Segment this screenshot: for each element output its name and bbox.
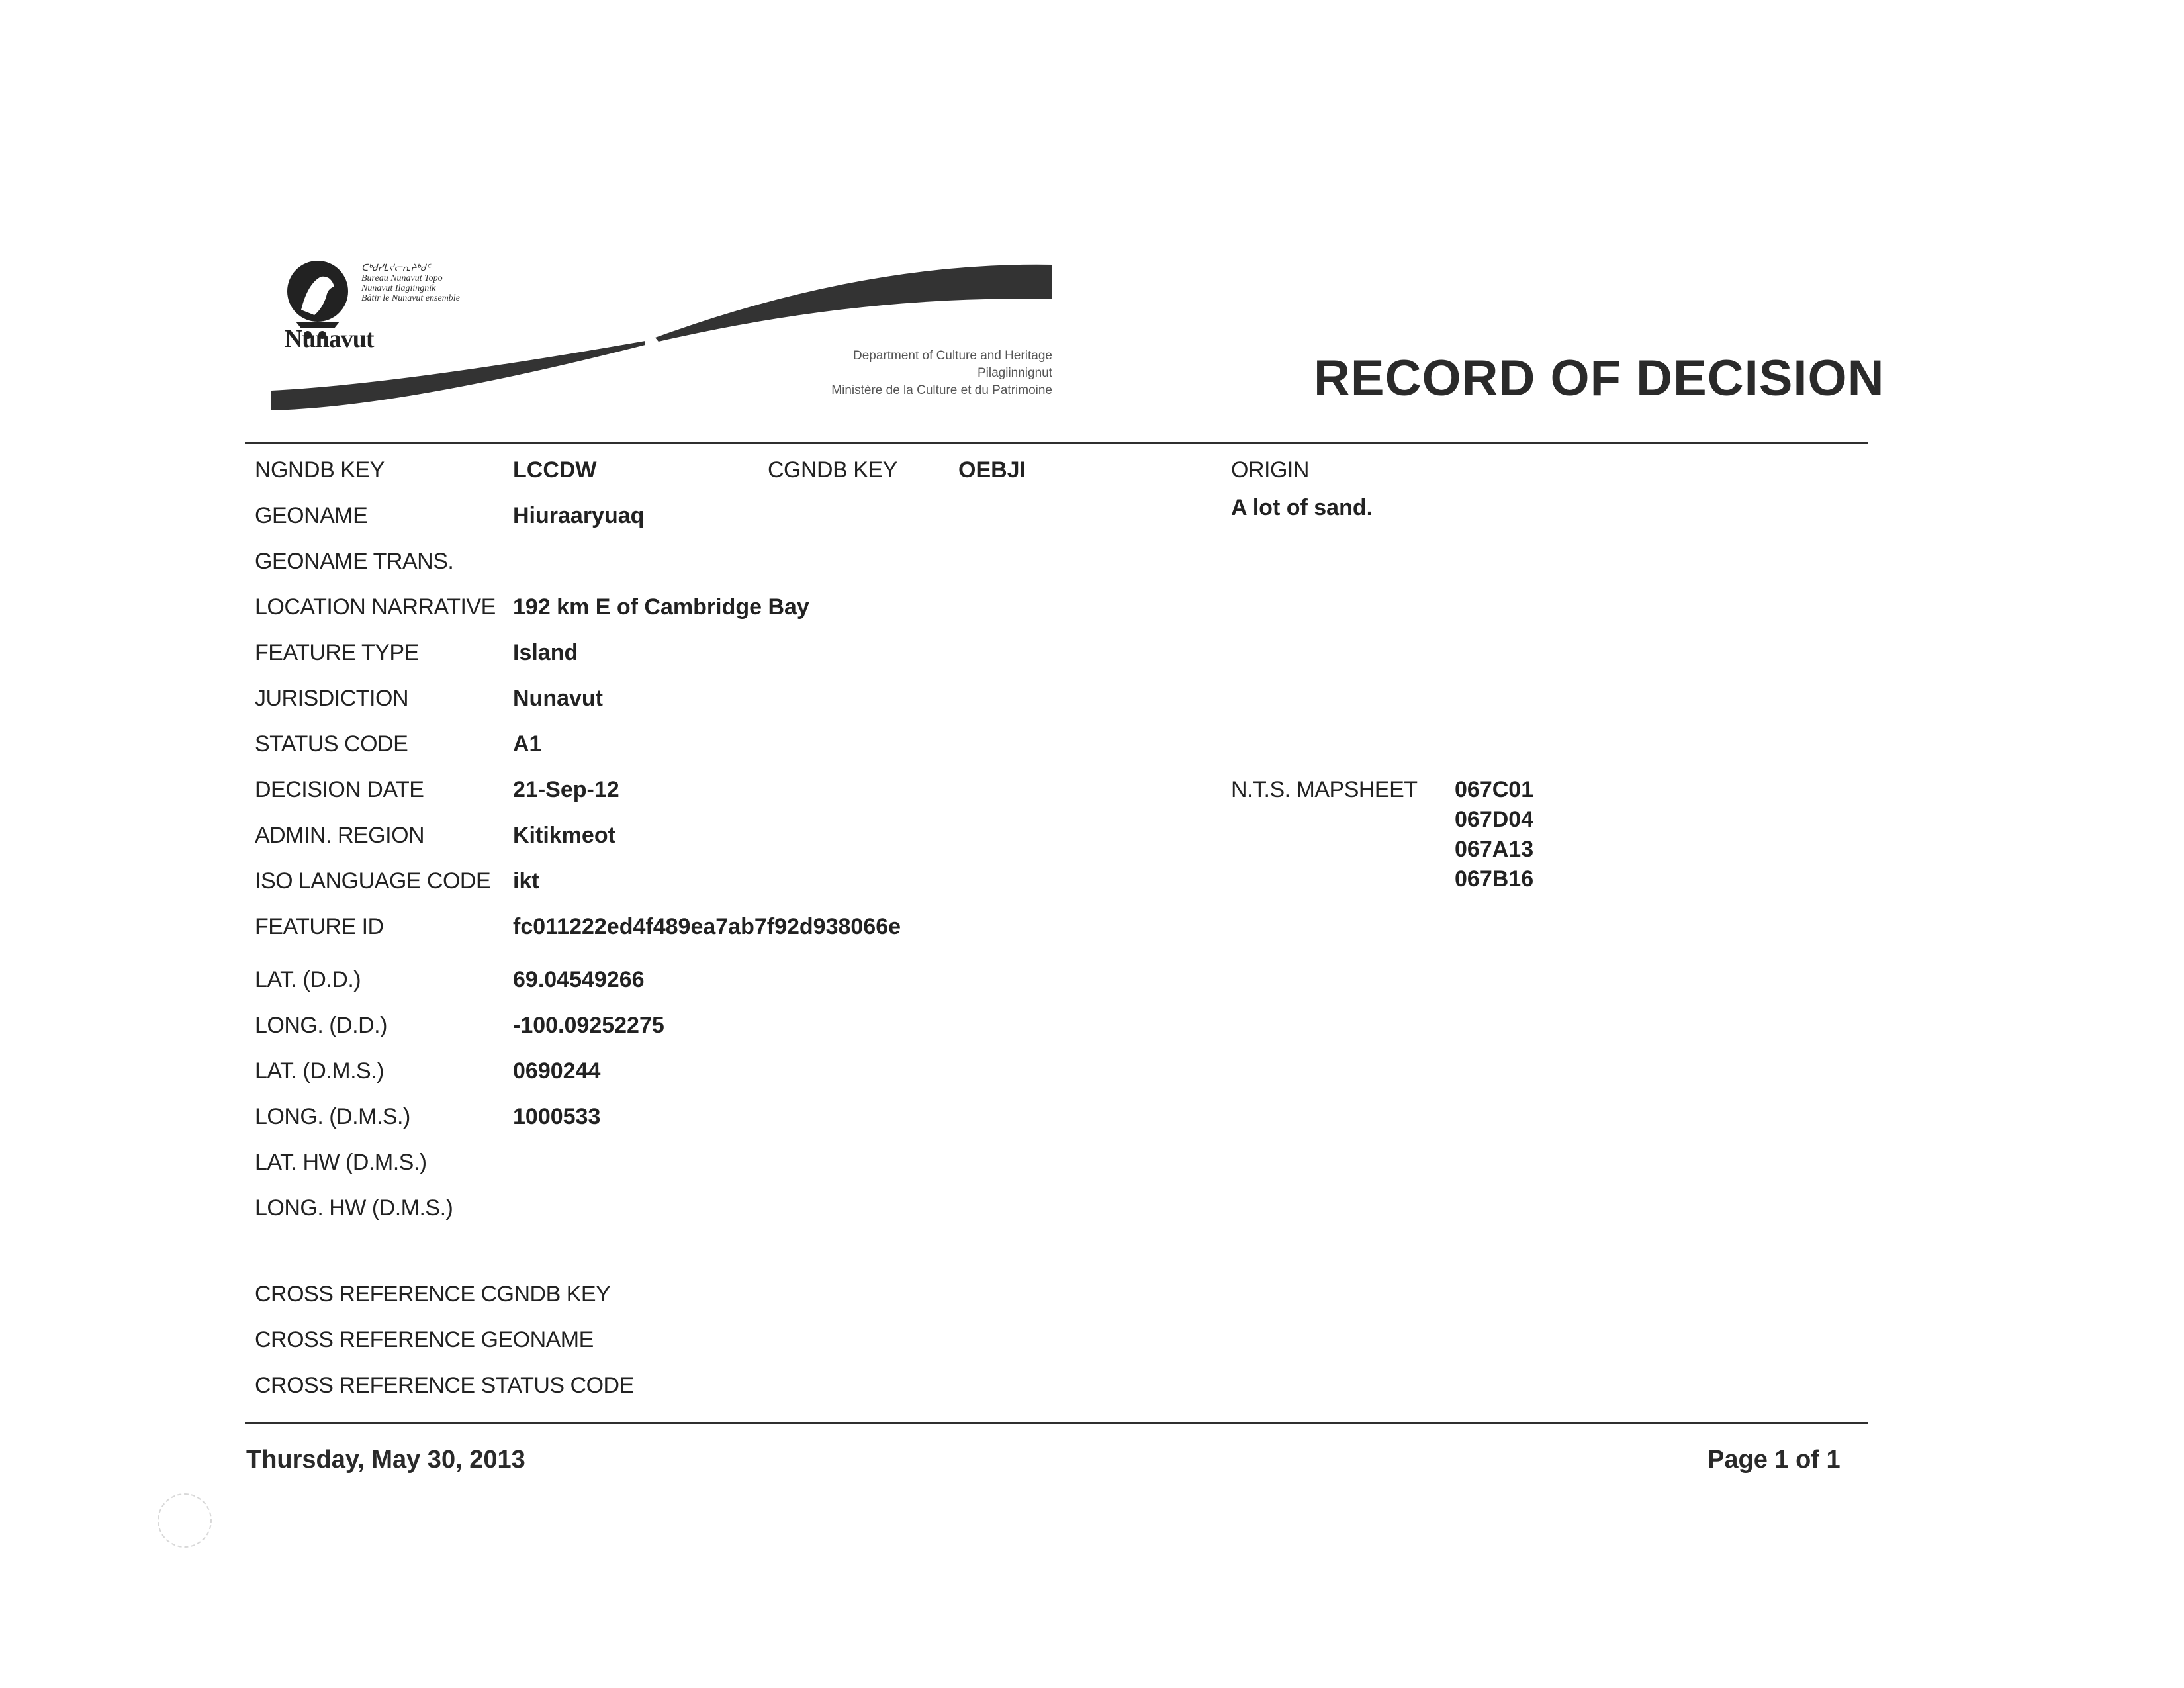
field-label-origin: ORIGIN (1231, 457, 1309, 483)
logo-line: ᑕᒃᑯᓯᒪᔪᓕᕆᔨᒃᑯᑦ (361, 263, 430, 273)
field-label-geoname-trans: GEONAME TRANS. (255, 549, 454, 574)
field-value-ngndb-key: LCCDW (513, 457, 597, 483)
field-label-iso-language-code: ISO LANGUAGE CODE (255, 868, 491, 894)
field-label-geoname: GEONAME (255, 503, 368, 528)
field-label-ngndb-key: NGNDB KEY (255, 457, 385, 483)
footer-divider (245, 1422, 1868, 1424)
field-label-decision-date: DECISION DATE (255, 777, 424, 802)
field-value-cgndb-key: OEBJI (958, 457, 1026, 483)
field-label-long-hw-dms: LONG. HW (D.M.S.) (255, 1196, 453, 1221)
field-value-jurisdiction: Nunavut (513, 686, 603, 711)
field-label-location-narrative: LOCATION NARRATIVE (255, 594, 496, 620)
field-label-lat-hw-dms: LAT. HW (D.M.S.) (255, 1150, 427, 1175)
field-value-decision-date: 21-Sep-12 (513, 777, 619, 802)
logo-line: Bureau Nunavut Topo (361, 273, 443, 283)
header-divider (245, 442, 1868, 444)
footer-page-number: Page 1 of 1 (1707, 1446, 1841, 1474)
department-name (715, 348, 1052, 399)
department-line: Department of Culture and Heritage (853, 349, 1052, 363)
field-value-origin: A lot of sand. (1231, 495, 1373, 520)
field-label-feature-type: FEATURE TYPE (255, 640, 419, 665)
field-label-lat-dd: LAT. (D.D.) (255, 967, 361, 992)
field-value-iso-language-code: ikt (513, 868, 539, 894)
field-label-nts-mapsheet: N.T.S. MAPSHEET (1231, 777, 1418, 802)
field-label-lat-dms: LAT. (D.M.S.) (255, 1058, 384, 1084)
punch-hole-mark (158, 1493, 212, 1548)
field-label-jurisdiction: JURISDICTION (255, 686, 408, 711)
field-value-feature-type: Island (513, 640, 578, 665)
field-value-admin-region: Kitikmeot (513, 823, 615, 848)
nts-mapsheet-value: 067D04 (1455, 807, 1534, 832)
field-value-long-dd: -100.09252275 (513, 1013, 664, 1038)
field-value-long-dms: 1000533 (513, 1104, 601, 1129)
nunavut-logo-text: Nunavut (285, 325, 374, 353)
field-value-lat-dms: 0690244 (513, 1058, 601, 1084)
logo-line: Nunavut Ilagiingnik (361, 283, 436, 293)
department-line: Pilagiinnignut (977, 366, 1052, 380)
field-label-long-dd: LONG. (D.D.) (255, 1013, 387, 1038)
field-label-feature-id: FEATURE ID (255, 914, 384, 939)
field-label-cgndb-key: CGNDB KEY (768, 457, 897, 483)
field-value-feature-id: fc011222ed4f489ea7ab7f92d938066e (513, 914, 901, 939)
cross-reference-status-code-label: CROSS REFERENCE STATUS CODE (255, 1373, 634, 1398)
logo-line: Bâtir le Nunavut ensemble (361, 293, 460, 303)
nts-mapsheet-value: 067B16 (1455, 867, 1534, 892)
department-line: Ministère de la Culture et du Patrimoine (831, 383, 1052, 397)
nts-mapsheet-value: 067A13 (1455, 837, 1534, 862)
field-value-status-code: A1 (513, 731, 542, 757)
field-value-geoname: Hiuraaryuaq (513, 503, 645, 528)
document-title: RECORD OF DECISION (1314, 350, 1885, 406)
field-label-long-dms: LONG. (D.M.S.) (255, 1104, 410, 1129)
field-label-status-code: STATUS CODE (255, 731, 408, 757)
nts-mapsheet-value: 067C01 (1455, 777, 1534, 802)
field-value-lat-dd: 69.04549266 (513, 967, 645, 992)
field-value-location-narrative: 192 km E of Cambridge Bay (513, 594, 809, 620)
cross-reference-geoname-label: CROSS REFERENCE GEONAME (255, 1327, 594, 1352)
cross-reference-cgndb-key-label: CROSS REFERENCE CGNDB KEY (255, 1282, 611, 1307)
field-label-admin-region: ADMIN. REGION (255, 823, 425, 848)
footer-date: Thursday, May 30, 2013 (246, 1446, 525, 1474)
